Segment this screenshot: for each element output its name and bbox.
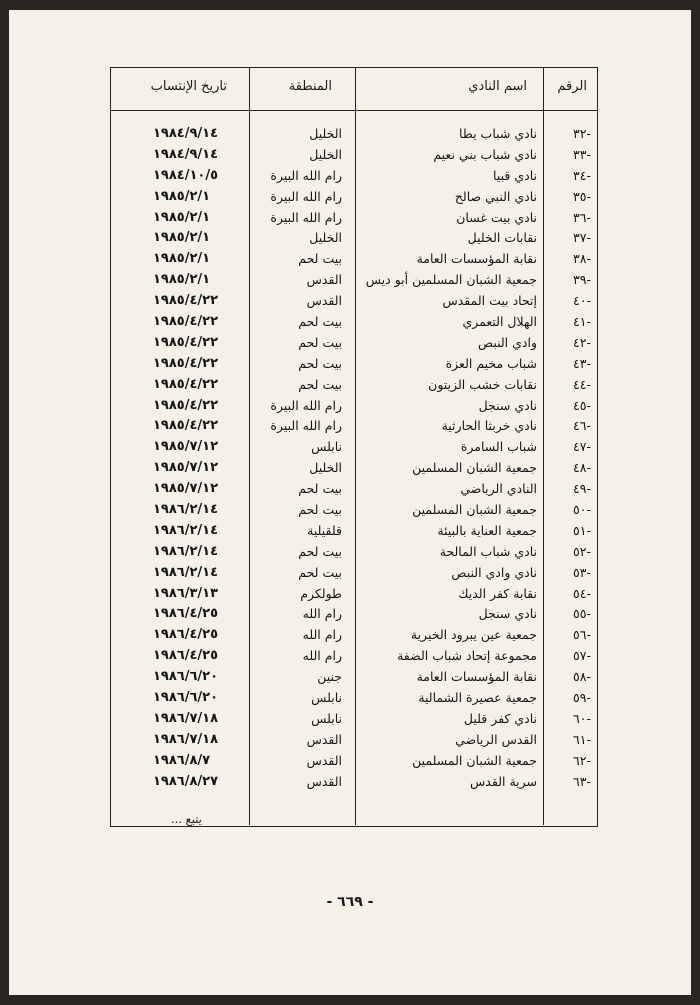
table-body — [111, 124, 597, 793]
table-row — [111, 458, 597, 479]
join-date: ١٩٨٦/٤/٢٥ — [153, 648, 219, 664]
join-date: ١٩٨٦/٤/٢٥ — [153, 606, 219, 622]
join-date: ١٩٨٥/٢/١ — [153, 188, 211, 204]
row-number: -٥٠ — [573, 502, 591, 518]
club-name: شباب مخيم العزة — [445, 355, 537, 371]
join-date: ١٩٨٦/٢/١٤ — [153, 502, 219, 518]
table-row — [111, 500, 597, 521]
club-name: نادي سنجل — [478, 397, 537, 413]
row-number: -٦١ — [573, 731, 591, 747]
region-cell: نابلس — [311, 710, 342, 726]
table-row — [111, 688, 597, 709]
join-date: ١٩٨٥/٢/١ — [153, 230, 211, 246]
row-number: -٤٨ — [573, 460, 591, 476]
continuation-note: يتبع ... — [171, 812, 202, 826]
join-date: ١٩٨٥/٧/١٢ — [153, 460, 219, 476]
region-cell: بيت لحم — [298, 251, 342, 267]
region-cell: بيت لحم — [298, 314, 342, 330]
region-cell: رام الله البيرة — [270, 209, 342, 225]
region-cell: رام الله — [302, 648, 342, 664]
header-name: اسم النادي — [468, 79, 527, 94]
table-row — [111, 542, 597, 563]
join-date: ١٩٨٤/٩/١٤ — [153, 146, 219, 162]
row-number: -٤٠ — [573, 293, 591, 309]
join-date: ١٩٨٥/٢/١ — [153, 272, 211, 288]
table-row — [111, 604, 597, 625]
row-number: -٥٩ — [573, 690, 591, 706]
region-cell: الخليل — [309, 230, 342, 246]
table-row — [111, 667, 597, 688]
row-number: -٥٨ — [573, 669, 591, 685]
join-date: ١٩٨٥/٧/١٢ — [153, 481, 219, 497]
club-name: نادي خربثا الحارثية — [441, 418, 537, 434]
club-name: نادي بيت غسان — [456, 209, 537, 225]
join-date: ١٩٨٦/٦/٢٠ — [153, 690, 219, 706]
row-number: -٥٦ — [573, 627, 591, 643]
clubs-table — [110, 67, 598, 827]
region-cell: رام الله البيرة — [270, 167, 342, 183]
region-cell: بيت لحم — [298, 564, 342, 580]
region-cell: القدس — [306, 731, 342, 747]
join-date: ١٩٨٥/٤/٢٢ — [153, 418, 219, 434]
row-number: -٥١ — [573, 522, 591, 538]
table-row — [111, 479, 597, 500]
row-number: -٣٧ — [573, 230, 591, 246]
row-number: -٣٨ — [573, 251, 591, 267]
club-name: نادي وادي النبص — [451, 564, 537, 580]
club-name: نادي النبي صالح — [454, 188, 537, 204]
region-cell: القدس — [306, 773, 342, 789]
region-cell: الخليل — [309, 460, 342, 476]
row-number: -٣٣ — [573, 146, 591, 162]
club-name: نادي قبيا — [493, 167, 537, 183]
club-name: سرية القدس — [470, 773, 537, 789]
club-name: جمعية الشبان المسلمين — [412, 752, 537, 768]
row-number: -٥٥ — [573, 606, 591, 622]
row-number: -٤٢ — [573, 334, 591, 350]
join-date: ١٩٨٥/٤/٢٢ — [153, 293, 219, 309]
table-row — [111, 333, 597, 354]
row-number: -٤٦ — [573, 418, 591, 434]
region-cell: بيت لحم — [298, 334, 342, 350]
join-date: ١٩٨٥/٧/١٢ — [153, 439, 219, 455]
row-number: -٥٢ — [573, 543, 591, 559]
row-number: -٤٥ — [573, 397, 591, 413]
club-name: نقابة كفر الديك — [458, 585, 537, 601]
table-row — [111, 145, 597, 166]
table-row — [111, 646, 597, 667]
region-cell: بيت لحم — [298, 502, 342, 518]
club-name: جمعية الشبان المسلمين — [412, 460, 537, 476]
row-number: -٥٣ — [573, 564, 591, 580]
join-date: ١٩٨٦/٢/١٤ — [153, 522, 219, 538]
row-number: -٣٥ — [573, 188, 591, 204]
club-name: جمعية العناية بالبيئة — [437, 522, 537, 538]
row-number: -٤٣ — [573, 355, 591, 371]
row-number: -٣٩ — [573, 272, 591, 288]
join-date: ١٩٨٦/٧/١٨ — [153, 731, 219, 747]
row-number: -٥٧ — [573, 648, 591, 664]
club-name: نقابات الخليل — [467, 230, 537, 246]
join-date: ١٩٨٥/٤/٢٢ — [153, 314, 219, 330]
club-name: نادي كفر قليل — [463, 710, 537, 726]
table-row — [111, 751, 597, 772]
row-number: -٤١ — [573, 314, 591, 330]
region-cell: قلقيلية — [307, 522, 342, 538]
region-cell: الخليل — [309, 126, 342, 141]
row-number: -٣٤ — [573, 167, 591, 183]
region-cell: بيت لحم — [298, 376, 342, 392]
row-number: -٣٦ — [573, 209, 591, 225]
region-cell: رام الله البيرة — [270, 397, 342, 413]
region-cell: رام الله — [302, 606, 342, 622]
region-cell: الخليل — [309, 146, 342, 162]
club-name: الهلال التعمري — [462, 314, 537, 330]
region-cell: نابلس — [311, 439, 342, 455]
table-row — [111, 772, 597, 793]
table-row — [111, 375, 597, 396]
region-cell: بيت لحم — [298, 481, 342, 497]
club-name: نادي شباب المالحة — [439, 543, 537, 559]
join-date: ١٩٨٤/٩/١٤ — [153, 126, 219, 141]
header-num: الرقم — [557, 79, 587, 94]
join-date: ١٩٨٦/٢/١٤ — [153, 543, 219, 559]
club-name: شباب السامرة — [460, 439, 537, 455]
region-cell: القدس — [306, 293, 342, 309]
club-name: جمعية الشبان المسلمين — [412, 502, 537, 518]
table-row — [111, 396, 597, 417]
table-row — [111, 187, 597, 208]
row-number: -٤٧ — [573, 439, 591, 455]
page-number: - ٦٦٩ - — [326, 894, 374, 910]
join-date: ١٩٨٥/٢/١ — [153, 251, 211, 267]
join-date: ١٩٨٦/٧/١٨ — [153, 710, 219, 726]
join-date: ١٩٨٦/٣/١٣ — [153, 585, 219, 601]
table-row — [111, 625, 597, 646]
table-row — [111, 228, 597, 249]
club-name: جمعية عصيرة الشمالية — [418, 690, 537, 706]
region-cell: رام الله البيرة — [270, 188, 342, 204]
join-date: ١٩٨٦/٢/١٤ — [153, 564, 219, 580]
table-row — [111, 208, 597, 229]
club-name: نقابات خشب الزيتون — [428, 376, 537, 392]
region-cell: رام الله البيرة — [270, 418, 342, 434]
club-name: مجموعة إتحاد شباب الضفة — [397, 648, 537, 664]
region-cell: القدس — [306, 752, 342, 768]
region-cell: بيت لحم — [298, 355, 342, 371]
join-date: ١٩٨٦/٦/٢٠ — [153, 669, 219, 685]
join-date: ١٩٨٦/٨/٢٧ — [153, 773, 219, 789]
join-date: ١٩٨٥/٤/٢٢ — [153, 334, 219, 350]
table-row — [111, 270, 597, 291]
club-name: النادي الرياضي — [460, 481, 537, 497]
club-name: جمعية الشبان المسلمين أبو ديس — [365, 272, 537, 288]
table-row — [111, 249, 597, 270]
row-number: -٣٢ — [573, 126, 591, 141]
row-number: -٦٢ — [573, 752, 591, 768]
table-row — [111, 521, 597, 542]
club-name: نقابة المؤسسات العامة — [416, 669, 537, 685]
region-cell: نابلس — [311, 690, 342, 706]
header-region: المنطقة — [288, 79, 332, 94]
join-date: ١٩٨٥/٤/٢٢ — [153, 397, 219, 413]
table-row — [111, 437, 597, 458]
region-cell: رام الله — [302, 627, 342, 643]
club-name: وادي النبص — [478, 334, 537, 350]
join-date: ١٩٨٦/٤/٢٥ — [153, 627, 219, 643]
table-row — [111, 312, 597, 333]
club-name: نادي شباب بني نعيم — [433, 146, 537, 162]
row-number: -٦٠ — [573, 710, 591, 726]
table-row — [111, 124, 597, 145]
table-row — [111, 354, 597, 375]
region-cell: بيت لحم — [298, 543, 342, 559]
table-row — [111, 584, 597, 605]
join-date: ١٩٨٦/٨/٧ — [153, 752, 211, 768]
club-name: القدس الرياضي — [455, 731, 537, 747]
row-number: -٦٣ — [573, 773, 591, 789]
region-cell: القدس — [306, 272, 342, 288]
region-cell: طولكرم — [300, 585, 342, 601]
region-cell: جنين — [317, 669, 342, 685]
header-date: تاريخ الإنتساب — [150, 79, 227, 94]
club-name: نقابة المؤسسات العامة — [416, 251, 537, 267]
table-row — [111, 709, 597, 730]
club-name: نادي سنجل — [478, 606, 537, 622]
join-date: ١٩٨٥/٢/١ — [153, 209, 211, 225]
club-name: جمعية عين يبرود الخيرية — [410, 627, 537, 643]
join-date: ١٩٨٤/١٠/٥ — [153, 167, 219, 183]
join-date: ١٩٨٥/٤/٢٢ — [153, 355, 219, 371]
join-date: ١٩٨٥/٤/٢٢ — [153, 376, 219, 392]
header-divider — [111, 110, 597, 111]
row-number: -٤٩ — [573, 481, 591, 497]
table-row — [111, 563, 597, 584]
row-number: -٥٤ — [573, 585, 591, 601]
table-row — [111, 291, 597, 312]
table-row — [111, 416, 597, 437]
club-name: إتحاد بيت المقدس — [442, 293, 537, 309]
table-row — [111, 166, 597, 187]
document-page — [9, 10, 691, 995]
row-number: -٤٤ — [573, 376, 591, 392]
table-row — [111, 730, 597, 751]
club-name: نادي شباب يطا — [459, 126, 537, 141]
